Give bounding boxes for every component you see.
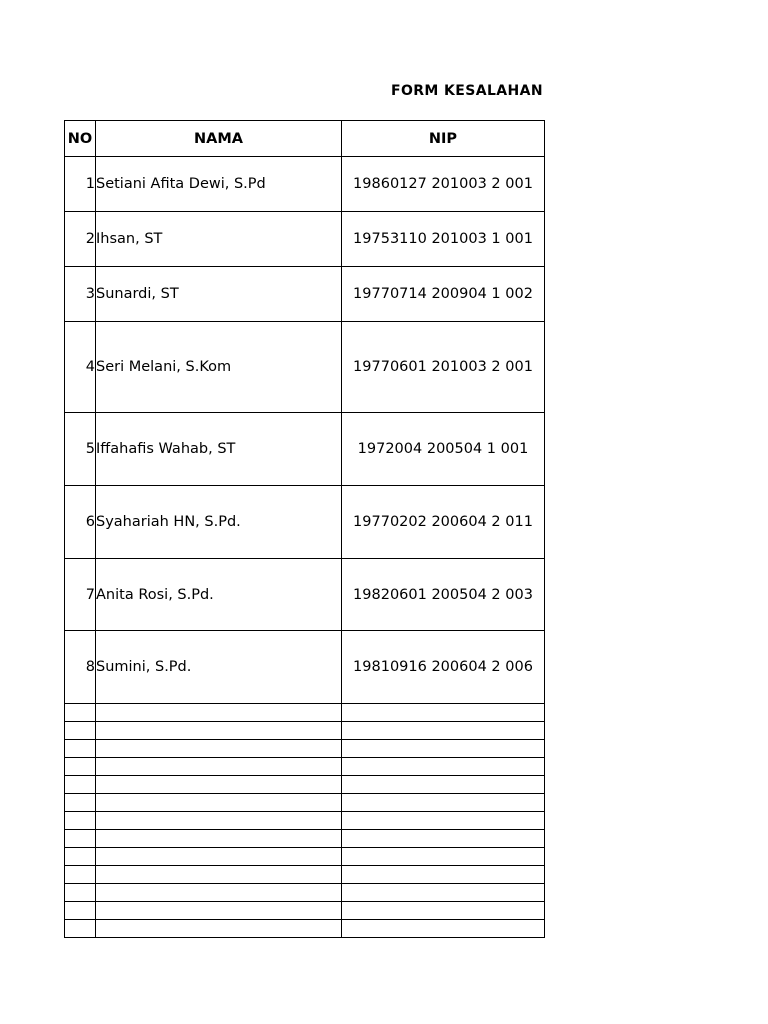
form-title: FORM KESALAHAN [390, 83, 543, 99]
empty-row [65, 848, 545, 866]
empty-cell [342, 812, 545, 830]
cell-nip: 19810916 200604 2 006 [342, 631, 545, 704]
empty-cell [65, 758, 96, 776]
cell-nama: Sunardi, ST [96, 267, 342, 322]
empty-row [65, 920, 545, 938]
empty-cell [96, 920, 342, 938]
cell-nama: Iffahafis Wahab, ST [96, 413, 342, 486]
empty-row [65, 758, 545, 776]
cell-no: 4 [65, 322, 96, 413]
table-row [65, 267, 545, 322]
cell-no: 3 [65, 267, 96, 322]
empty-row [65, 794, 545, 812]
cell-nama: Sumini, S.Pd. [96, 631, 342, 704]
empty-cell [342, 704, 545, 722]
table-row [65, 559, 545, 631]
table-row [65, 413, 545, 486]
cell-nip: 19770601 201003 2 001 [342, 322, 545, 413]
cell-no: 5 [65, 413, 96, 486]
empty-cell [65, 830, 96, 848]
empty-cell [96, 866, 342, 884]
cell-nama: Anita Rosi, S.Pd. [96, 559, 342, 631]
empty-cell [342, 848, 545, 866]
cell-nip: 19820601 200504 2 003 [342, 559, 545, 631]
table-header-row [65, 121, 545, 157]
cell-nama: Ihsan, ST [96, 212, 342, 267]
empty-row [65, 740, 545, 758]
cell-nama: Syahariah HN, S.Pd. [96, 486, 342, 559]
empty-row [65, 722, 545, 740]
cell-nama: Seri Melani, S.Kom [96, 322, 342, 413]
empty-row [65, 884, 545, 902]
empty-cell [96, 794, 342, 812]
cell-nama: Setiani Afita Dewi, S.Pd [96, 157, 342, 212]
cell-no: 7 [65, 559, 96, 631]
header-nip: NIP [342, 121, 545, 157]
empty-cell [342, 884, 545, 902]
empty-cell [65, 902, 96, 920]
empty-cell [342, 794, 545, 812]
cell-nip: 19770714 200904 1 002 [342, 267, 545, 322]
empty-cell [96, 848, 342, 866]
cell-no: 2 [65, 212, 96, 267]
table-row [65, 157, 545, 212]
empty-row [65, 866, 545, 884]
empty-cell [65, 704, 96, 722]
empty-cell [65, 722, 96, 740]
empty-cell [96, 758, 342, 776]
empty-cell [96, 812, 342, 830]
header-no: NO [65, 121, 96, 157]
empty-cell [65, 740, 96, 758]
empty-cell [342, 776, 545, 794]
empty-cell [65, 866, 96, 884]
empty-row [65, 902, 545, 920]
table-row [65, 631, 545, 704]
empty-cell [342, 722, 545, 740]
empty-cell [342, 830, 545, 848]
cell-nip: 19753110 201003 1 001 [342, 212, 545, 267]
empty-cell [65, 794, 96, 812]
cell-no: 8 [65, 631, 96, 704]
cell-no: 6 [65, 486, 96, 559]
empty-cell [96, 884, 342, 902]
empty-cell [342, 740, 545, 758]
empty-cell [65, 920, 96, 938]
empty-cell [342, 902, 545, 920]
empty-cell [96, 722, 342, 740]
cell-nip: 19770202 200604 2 011 [342, 486, 545, 559]
empty-cell [342, 866, 545, 884]
empty-cell [96, 776, 342, 794]
table-row [65, 486, 545, 559]
empty-cell [65, 884, 96, 902]
empty-row [65, 812, 545, 830]
cell-no: 1 [65, 157, 96, 212]
empty-cell [96, 704, 342, 722]
empty-cell [96, 740, 342, 758]
employee-table [64, 120, 545, 938]
cell-nip: 1972004 200504 1 001 [342, 413, 545, 486]
cell-nip: 19860127 201003 2 001 [342, 157, 545, 212]
empty-row [65, 830, 545, 848]
empty-cell [65, 812, 96, 830]
empty-cell [65, 848, 96, 866]
empty-cell [342, 758, 545, 776]
empty-cell [65, 776, 96, 794]
empty-row [65, 776, 545, 794]
empty-cell [342, 920, 545, 938]
empty-row [65, 704, 545, 722]
empty-cell [96, 830, 342, 848]
empty-cell [96, 902, 342, 920]
table-row [65, 212, 545, 267]
table-row [65, 322, 545, 413]
header-nama: NAMA [96, 121, 342, 157]
